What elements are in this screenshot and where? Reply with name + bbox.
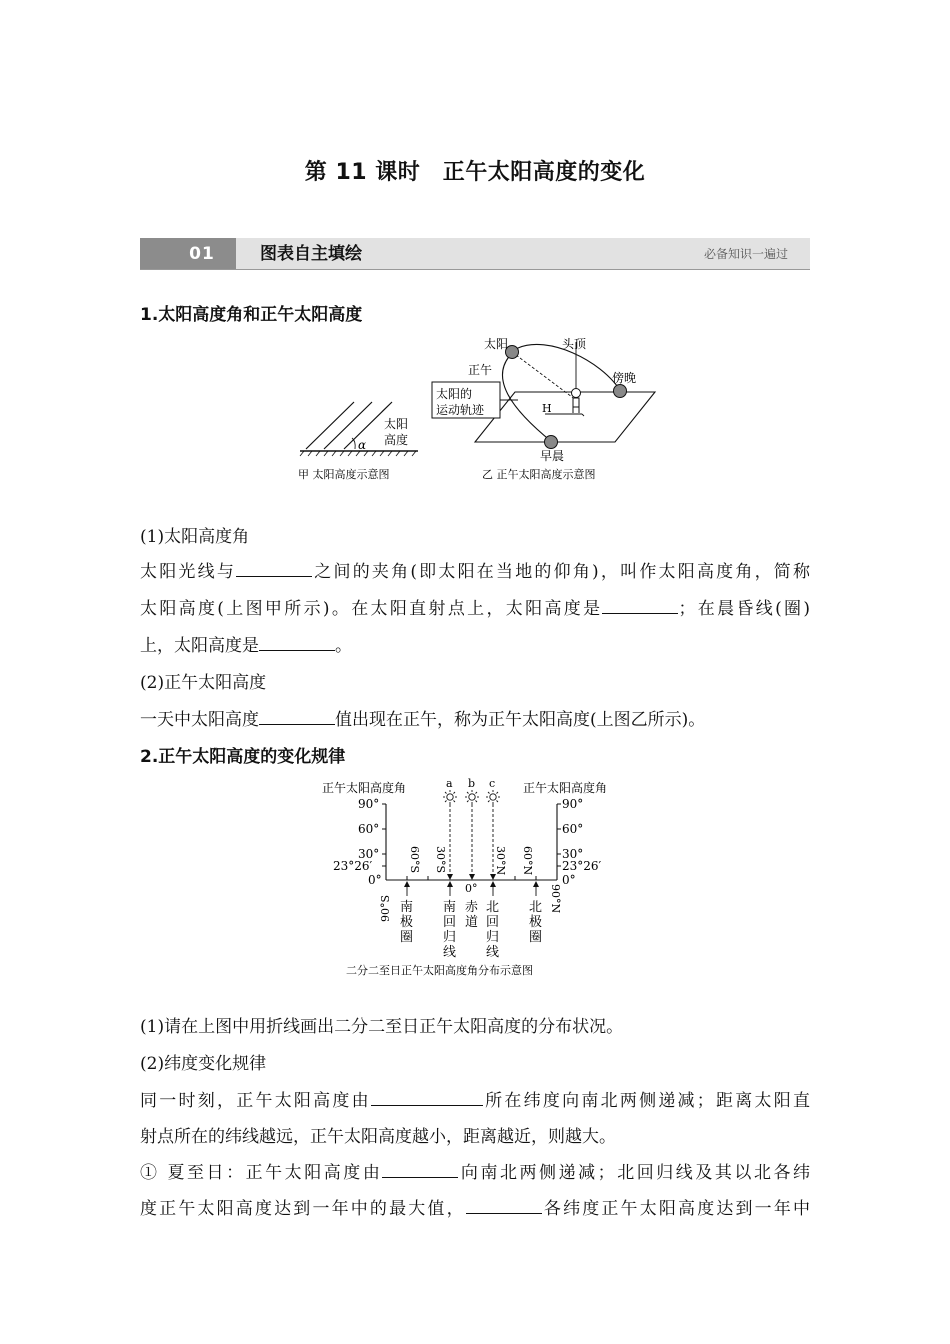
lat-90n-label: 90°N: [549, 884, 562, 914]
n-tropic-c4: 线: [486, 945, 500, 960]
p1-line-2: [140, 594, 810, 619]
fig-2-caption: 二分二至日正午太阳高度角分布示意图: [346, 964, 533, 977]
q2-l1a: 同一时刻，正午太阳高度由: [140, 1091, 371, 1111]
vertical-names: [400, 899, 542, 960]
y-tick-right-30: 30°: [562, 847, 584, 861]
ant-circle-c3: 圈: [400, 930, 414, 945]
noon-label: 正午: [468, 363, 493, 377]
blank-4[interactable]: [259, 708, 335, 725]
n-tropic-c2: 回: [486, 915, 500, 930]
q2-l4b: 各纬度正午太阳高度达到一年中: [541, 1199, 811, 1219]
p1-l2a: 太阳高度(上图甲所示)。在太阳直射点上，太阳高度是: [140, 599, 603, 619]
solar-altitude-figure: [290, 330, 670, 490]
y-tick-left-90: 90°: [358, 797, 380, 811]
dusk-label: 傍晚: [612, 371, 637, 385]
figure-a: [298, 402, 418, 481]
q2-line-4: [140, 1194, 810, 1219]
section-1-heading: 1.太阳高度角和正午太阳高度: [140, 305, 363, 325]
blank-3[interactable]: [259, 634, 335, 651]
y-tick-right-60: 60°: [562, 822, 584, 836]
s-tropic-c2: 回: [443, 915, 457, 930]
s-tropic-c4: 线: [443, 945, 457, 960]
p1-line-1: [140, 557, 810, 582]
s-tropic-c3: 归: [443, 930, 457, 945]
p1-l3b: 。: [335, 636, 352, 656]
p1-l1a: 太阳光线与: [140, 562, 237, 582]
q1: (1)请在上图中用折线画出二分二至日正午太阳高度的分布状况。: [140, 1017, 624, 1037]
p1-l1b: 之间的夹角(即太阳在当地的仰角)，叫作太阳高度角，简称: [312, 562, 811, 582]
n-tropic-c3: 归: [486, 930, 500, 945]
noon-altitude-distribution-figure: [320, 774, 640, 982]
track-label-2: 运动轨迹: [436, 403, 485, 417]
banner-rule: [140, 269, 810, 270]
p2-line-1: [140, 705, 705, 730]
fig-a-caption: 甲 太阳高度示意图: [298, 468, 390, 481]
blank-1[interactable]: [236, 560, 312, 577]
lat-30s-label: 30°S: [434, 846, 447, 874]
y-tick-right-23: 23°26′: [562, 859, 602, 873]
arc-circle-c2: 极: [529, 915, 543, 930]
section-2-heading: 2.正午太阳高度的变化规律: [140, 747, 346, 767]
banner-stub: [140, 238, 168, 270]
ant-circle-c1: 南: [400, 900, 414, 915]
p1-line-3: [140, 631, 352, 656]
banner-note: 必备知识一遍过: [703, 247, 788, 261]
equator-c1: 赤: [465, 900, 479, 915]
dawn-label: 早晨: [540, 449, 565, 463]
q2-line-1: [140, 1086, 810, 1111]
q2-line-2: 射点所在的纬线越远，正午太阳高度越小，距离越近，则越大。: [140, 1127, 616, 1147]
fig-b-caption: 乙 正午太阳高度示意图: [482, 468, 596, 481]
p2-heading: (2)正午太阳高度: [140, 673, 267, 693]
p1-l2b: ；在晨昏线(圈): [678, 599, 811, 619]
h-label: H: [542, 402, 552, 415]
y-tick-left-23: 23°26′: [333, 859, 373, 873]
sun-label-a: a: [446, 777, 453, 790]
section-banner: [140, 238, 810, 270]
p2-l1a: 一天中太阳高度: [140, 710, 259, 730]
blank-7[interactable]: [466, 1197, 542, 1214]
sun-icons: [443, 790, 500, 804]
sun-label: 太阳: [484, 337, 509, 351]
arc-circle-c3: 圈: [529, 930, 543, 945]
alpha-label: α: [358, 438, 367, 452]
banner-number: 01: [168, 238, 236, 270]
lat-60n-label: 60°N: [521, 846, 534, 876]
figure-b: [432, 336, 655, 481]
p1-heading: (1)太阳高度角: [140, 527, 250, 547]
lat-90s-label: 90°S: [379, 894, 392, 922]
p2-l1b: 值出现在正午，称为正午太阳高度(上图乙所示)。: [335, 710, 706, 730]
sun-label-b: b: [468, 777, 476, 790]
fig-a-label-bottom: 高度: [384, 433, 409, 447]
blank-6[interactable]: [382, 1161, 458, 1178]
q2-heading: (2)纬度变化规律: [140, 1054, 267, 1074]
s-tropic-c1: 南: [443, 900, 457, 915]
arc-circle-c1: 北: [529, 900, 543, 915]
equator-c2: 道: [465, 915, 479, 930]
blank-2[interactable]: [602, 597, 678, 614]
blank-5[interactable]: [371, 1089, 483, 1106]
y-tick-left-30: 30°: [358, 847, 380, 861]
p1-l3a: 上，太阳高度是: [140, 636, 259, 656]
banner-heading: 图表自主填绘: [260, 244, 362, 264]
q2-l3a: ① 夏至日：正午太阳高度由: [140, 1163, 383, 1183]
axis-title-left: 正午太阳高度角: [322, 781, 407, 795]
lat-60s-label: 60°S: [408, 846, 421, 874]
ant-circle-c2: 极: [400, 915, 414, 930]
page-title: 第 11 课时 正午太阳高度的变化: [304, 160, 646, 185]
sun-label-c: c: [489, 777, 496, 790]
y-tick-left-60: 60°: [358, 822, 380, 836]
zenith-label: 头顶: [562, 337, 587, 351]
axis-title-right: 正午太阳高度角: [523, 781, 608, 795]
lat-30n-label: 30°N: [494, 846, 507, 876]
q2-l4a: 度正午太阳高度达到一年中的最大值，: [140, 1199, 466, 1219]
y-tick-right-0: 0°: [562, 873, 576, 887]
n-tropic-c1: 北: [486, 900, 500, 915]
q2-l1b: 所在纬度向南北两侧递减；距离太阳直: [482, 1091, 811, 1111]
lat-0-label: 0°: [465, 882, 478, 895]
y-tick-right-90: 90°: [562, 797, 584, 811]
q2-l3b: 向南北两侧递减；北回归线及其以北各纬: [458, 1163, 811, 1183]
fig-a-label-top: 太阳: [384, 417, 409, 431]
track-label-1: 太阳的: [436, 387, 473, 401]
q2-line-3: [140, 1158, 810, 1183]
y-tick-left-0: 0°: [368, 873, 382, 887]
